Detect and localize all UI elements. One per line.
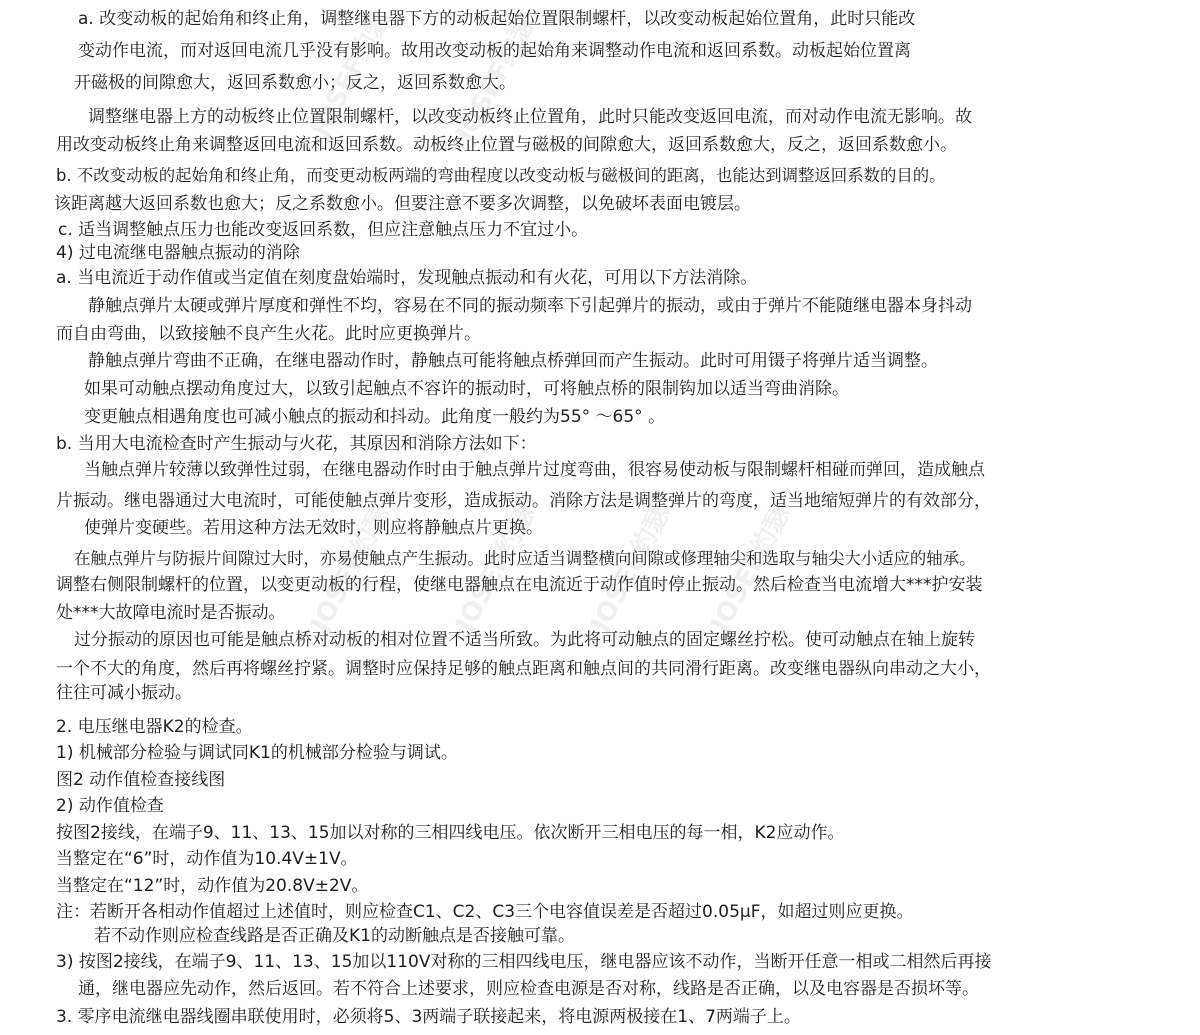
- paragraph-line: a. 改变动板的起始角和终止角，调整继电器下方的动板起始位置限制螺杆，以改变动板起始位置角，此时只能改: [78, 9, 916, 29]
- paragraph-line: 在触点弹片与防振片间隙过大时，亦易使触点产生振动。此时应适当调整横向间隙或修理轴尖和选取与轴尖大小适应的轴承。: [74, 549, 976, 568]
- watermark: JOSEF约瑟: [450, 10, 542, 147]
- figure-caption: 图2 动作值检查接线图: [56, 770, 226, 790]
- paragraph-line: c. 适当调整触点压力也能改变返回系数，但应注意触点压力不宜过小。: [58, 220, 589, 240]
- paragraph-line: 静触点弹片弯曲不正确，在继电器动作时，静触点可能将触点桥弹回而产生振动。此时可用镊子将弹片适当调整。: [88, 351, 938, 371]
- paragraph-line: 过分振动的原因也可能是触点桥对动板的相对位置不适当所致。为此将可动触点的固定螺丝拧松。使可动触点在轴上旋转: [74, 630, 975, 650]
- paragraph-line: 开磁极的间隙愈大，返回系数愈小；反之，返回系数愈大。: [74, 73, 516, 93]
- paragraph-line: 该距离越大返回系数也愈大；反之系数愈小。但要注意不要多次调整，以免破坏表面电镀层。: [54, 194, 751, 214]
- section-heading: 3. 零序电流继电器线圈串联使用时，必须将5、3两端子联接起来，将电源两极接在1、7两端子上。: [56, 1007, 801, 1027]
- paragraph-line: 一个不大的角度，然后再将螺丝拧紧。调整时应保持足够的触点距离和触点间的共同滑行距离。改变继电器纵向串动之大小，: [56, 659, 991, 679]
- paragraph-line: 而自由弯曲，以致接触不良产生火花。此时应更换弹片。: [56, 324, 481, 344]
- section-heading: 4) 过电流继电器触点振动的消除: [56, 243, 300, 263]
- watermark: JOSEF约瑟: [450, 500, 542, 637]
- paragraph-line: 通，继电器应先动作，然后返回。若不符合上述要求，则应检查电源是否对称，线路是否正确，以及电容器是否损坏等。: [78, 979, 979, 999]
- paragraph-line: 按图2接线，在端子9、11、13、15加以对称的三相四线电压。依次断开三相电压的每一相，K2应动作。: [56, 823, 845, 843]
- paragraph-line: 处***大故障电流时是否振动。: [56, 603, 286, 623]
- paragraph-line: 调整右侧限制螺杆的位置，以变更动板的行程，使继电器触点在电流近于动作值时停止振动。然后检查当电流增大***护安装: [56, 575, 983, 595]
- watermark: JOSEF约瑟: [705, 500, 797, 637]
- paragraph-line: a. 当电流近于动作值或当定值在刻度盘始端时，发现触点振动和有火花，可用以下方法消除。: [56, 268, 758, 288]
- paragraph-line: 往往可减小振动。: [56, 683, 192, 703]
- note-line: 注：若断开各相动作值超过上述值时，则应检查C1、C2、C3三个电容值误差是否超过0.05μF，如超过则应更换。: [56, 902, 914, 922]
- paragraph-line: 1) 机械部分检验与调试同K1的机械部分检验与调试。: [56, 743, 458, 763]
- section-heading: 2. 电压继电器K2的检查。: [56, 717, 253, 737]
- note-line: 若不动作则应检查线路是否正确及K1的动断触点是否接触可靠。: [94, 926, 575, 946]
- paragraph-line: 3) 按图2接线，在端子9、11、13、15加以110V对称的三相四线电压，继电器应该不动作，当断开任意一相或二相然后再接: [56, 952, 992, 972]
- paragraph-line: b. 不改变动板的起始角和终止角，而变更动板两端的弯曲程度以改变动板与磁极间的距离，也能达到调整返回系数的目的。: [56, 166, 946, 185]
- paragraph-line: 调整继电器上方的动板终止位置限制螺杆，以改变动板终止位置角，此时只能改变返回电流，而对动作电流无影响。故: [88, 107, 972, 127]
- watermark: JOSEF约瑟: [585, 500, 677, 637]
- watermark: JOSEF约瑟: [305, 5, 397, 142]
- paragraph-line: 当整定在“12”时，动作值为20.8V±2V。: [56, 876, 369, 896]
- paragraph-line: 当触点弹片较薄以致弹性过弱，在继电器动作时由于触点弹片过度弯曲，很容易使动板与限制螺杆相碰而弹回，造成触点: [84, 460, 985, 480]
- watermark: JOSEF约瑟: [305, 500, 397, 637]
- paragraph-line: 静触点弹片太硬或弹片厚度和弹性不均，容易在不同的振动频率下引起弹片的振动，或由于弹片不能随继电器本身抖动: [88, 296, 972, 316]
- section-heading: 2) 动作值检查: [56, 796, 164, 816]
- paragraph-line: b. 当用大电流检查时产生振动与火花，其原因和消除方法如下：: [56, 434, 537, 454]
- paragraph-line: 当整定在“6”时，动作值为10.4V±1V。: [56, 849, 358, 869]
- paragraph-line: 变更触点相遇角度也可减小触点的振动和抖动。此角度一般约为55° ～65° 。: [84, 407, 666, 427]
- paragraph-line: 用改变动板终止角来调整返回电流和返回系数。动板终止位置与磁极的间隙愈大，返回系数愈大，反之，返回系数愈小。: [56, 135, 957, 155]
- paragraph-line: 变动作电流，而对返回电流几乎没有影响。故用改变动板的起始角来调整动作电流和返回系数。动板起始位置离: [78, 41, 911, 61]
- paragraph-line: 片振动。继电器通过大电流时，可能使触点弹片变形，造成振动。消除方法是调整弹片的弯度，适当地缩短弹片的有效部分，: [56, 491, 991, 511]
- paragraph-line: 如果可动触点摆动角度过大，以致引起触点不容许的振动时，可将触点桥的限制钩加以适当弯曲消除。: [84, 379, 849, 399]
- paragraph-line: 使弹片变硬些。若用这种方法无效时，则应将静触点片更换。: [84, 518, 543, 538]
